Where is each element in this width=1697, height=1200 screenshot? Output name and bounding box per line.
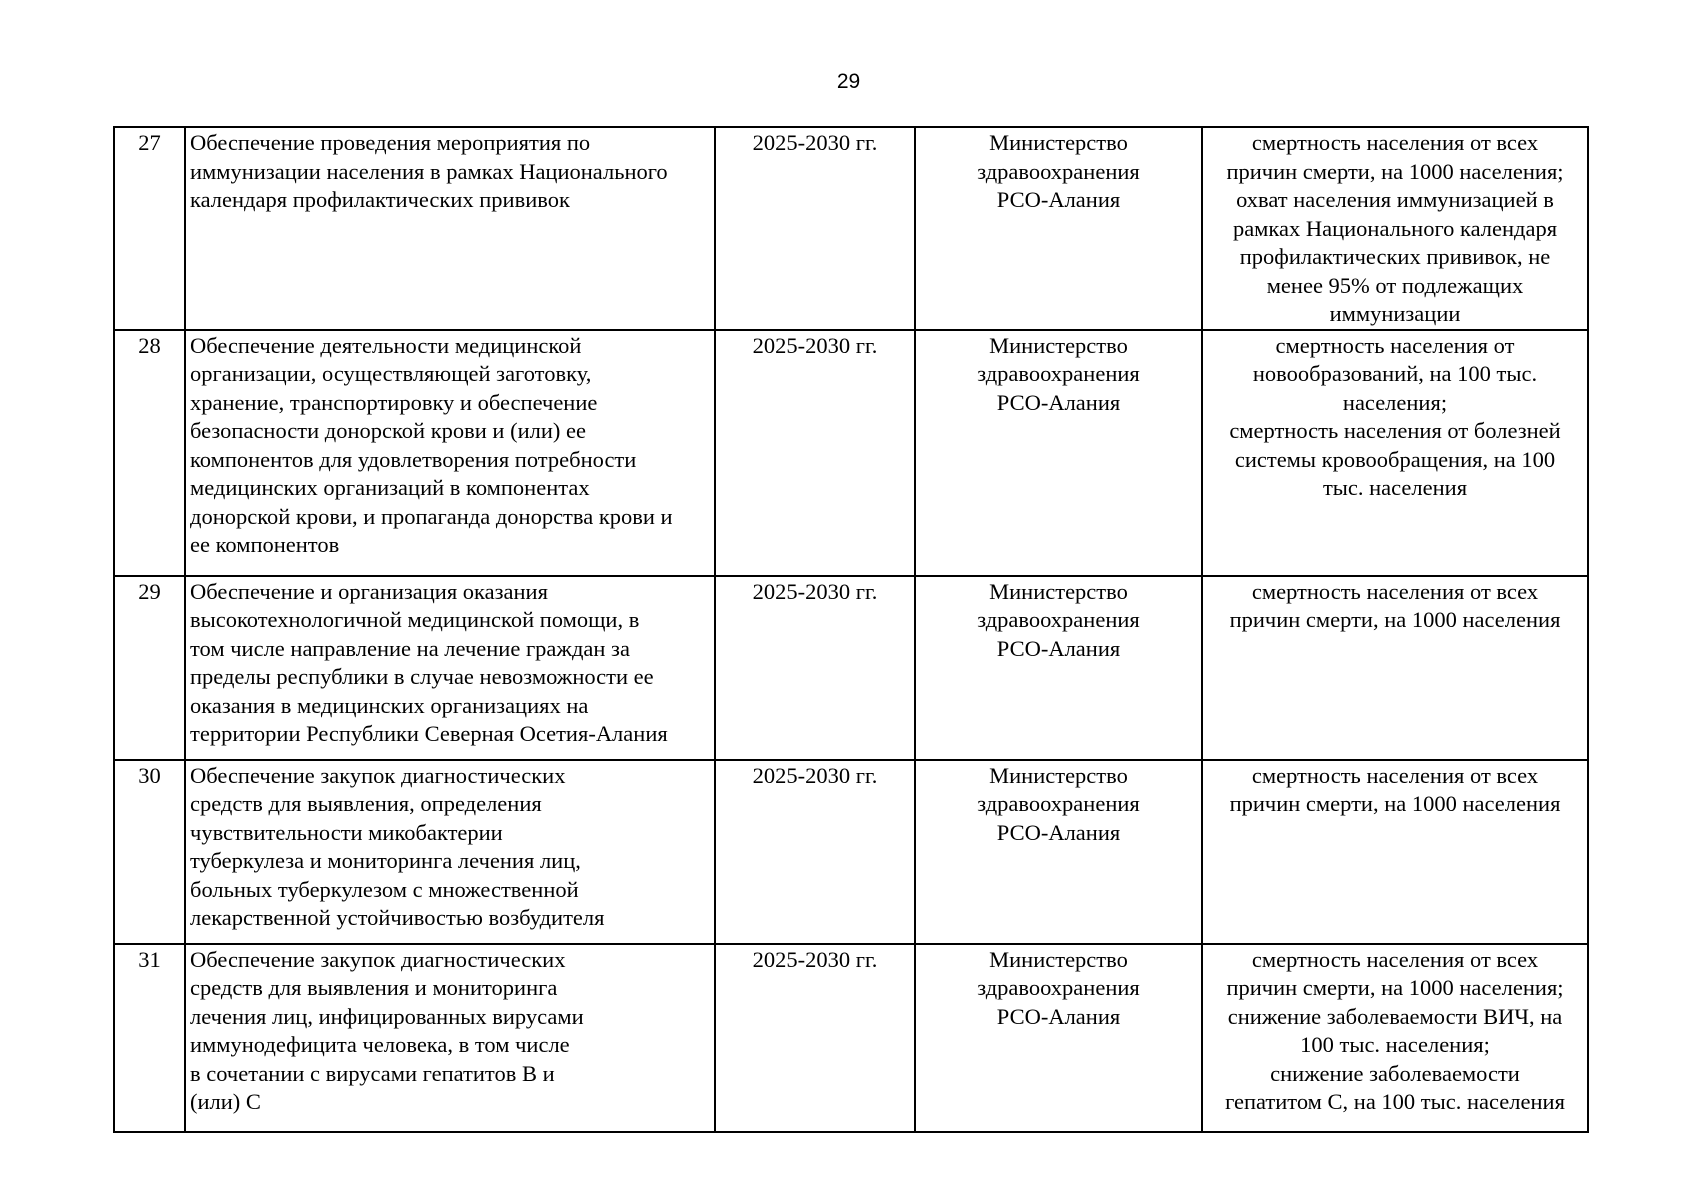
page-number: 29 (836, 70, 861, 93)
indicator-line: профилактических прививок, не (1239, 244, 1551, 269)
row-number: 27 (114, 127, 185, 330)
measure-name-line: Обеспечение закупок диагностических (190, 762, 566, 788)
measure-name-line: лечения лиц, инфицированных вирусами (190, 1003, 584, 1029)
responsible-line: здравоохранения (977, 158, 1140, 184)
responsible (915, 576, 1202, 760)
indicator-line: рамках Национального календаря (1232, 215, 1558, 241)
responsible-line: РСО-Алания (996, 187, 1121, 212)
responsible (915, 760, 1202, 944)
indicator-line: системы кровообращения, на 100 (1234, 446, 1556, 472)
table-row (114, 944, 1588, 1132)
responsible (915, 127, 1202, 330)
indicator-line: гепатитом C, на 100 тыс. населения (1225, 1089, 1565, 1114)
indicator-line: смертность населения от болезней (1229, 418, 1561, 443)
period: 2025-2030 гг. (715, 576, 915, 760)
indicator-line: смертность населения от всех (1251, 578, 1539, 604)
measure-name-line: территории Республики Северная Осетия-Алания (190, 721, 668, 746)
indicator-line: снижение заболеваемости ВИЧ, на (1227, 1003, 1563, 1029)
responsible-line: Министерство (989, 762, 1128, 788)
measure-name-line: пределы республики в случае невозможности ее (190, 664, 654, 689)
row-number: 31 (114, 944, 185, 1132)
measure-name-line: высокотехнологичной медицинской помощи, в (190, 607, 640, 632)
measure-name-line: туберкулеза и мониторинга лечения лиц, (190, 848, 581, 873)
period: 2025-2030 гг. (715, 944, 915, 1132)
responsible (915, 330, 1202, 576)
period: 2025-2030 гг. (715, 127, 915, 330)
measure-name (185, 944, 715, 1132)
responsible-line: РСО-Алания (996, 389, 1121, 415)
indicator-line: причин смерти, на 1000 населения (1229, 607, 1561, 632)
indicator-line: 100 тыс. населения; (1300, 1032, 1490, 1057)
indicator-line: тыс. населения (1322, 475, 1468, 500)
measure-name-line: больных туберкулезом с множественной (190, 876, 579, 902)
measure-name-line: в сочетании с вирусами гепатитов B и (190, 1060, 555, 1086)
indicator-line: охват населения иммунизацией в (1236, 187, 1554, 212)
indicator-line: снижение заболеваемости (1270, 1060, 1520, 1086)
measure-name (185, 576, 715, 760)
period: 2025-2030 гг. (715, 330, 915, 576)
indicators (1202, 576, 1588, 760)
responsible-line: здравоохранения (977, 791, 1140, 816)
indicator-line: смертность населения от всех (1251, 946, 1539, 972)
indicators (1202, 760, 1588, 944)
indicator-line: иммунизации (1329, 301, 1461, 326)
indicator-line: новообразований, на 100 тыс. (1252, 361, 1538, 386)
measure-name-line: иммунизации населения в рамках Национального (190, 158, 668, 184)
indicator-line: менее 95% от подлежащих (1266, 272, 1524, 298)
measure-name-line: Обеспечение деятельности медицинской (190, 332, 582, 358)
measure-name-line: средств для выявления, определения (190, 791, 542, 816)
measure-name-line: лекарственной устойчивостью возбудителя (190, 905, 605, 930)
responsible (915, 944, 1202, 1132)
responsible-line: здравоохранения (977, 975, 1140, 1000)
indicator-line: населения; (1342, 389, 1448, 415)
measure-name-line: том числе направление на лечение граждан за (190, 635, 630, 661)
row-number: 29 (114, 576, 185, 760)
measure-name-line: организации, осуществляющей заготовку, (190, 361, 592, 386)
indicators (1202, 944, 1588, 1132)
indicator-line: смертность населения от всех (1251, 762, 1539, 788)
measure-name-line: (или) C (190, 1089, 261, 1114)
indicator-line: смертность населения от всех (1251, 130, 1539, 155)
measure-name-line: донорской крови, и пропаганда донорства крови и (190, 503, 673, 529)
table-row (114, 330, 1588, 576)
indicators (1202, 330, 1588, 576)
measure-name-line: Обеспечение проведения мероприятия по (190, 130, 591, 155)
responsible-line: РСО-Алания (996, 1003, 1121, 1029)
table-row (114, 127, 1588, 330)
measure-name-line: иммунодефицита человека, в том числе (190, 1032, 570, 1057)
measure-name-line: хранение, транспортировку и обеспечение (190, 389, 598, 415)
measure-name-line: компонентов для удовлетворения потребности (190, 446, 637, 472)
measure-name-line: безопасности донорской крови и (или) ее (190, 418, 586, 443)
responsible-line: РСО-Алания (996, 819, 1121, 845)
responsible-line: Министерство (989, 332, 1128, 358)
responsible-line: здравоохранения (977, 361, 1140, 386)
measure-name-line: медицинских организаций в компонентах (190, 475, 590, 500)
measure-name-line: чувствительности микобактерии (190, 819, 503, 845)
responsible-line: здравоохранения (977, 607, 1140, 632)
measure-name-line: средств для выявления и мониторинга (190, 975, 558, 1000)
responsible-line: Министерство (989, 130, 1128, 155)
measure-name-line: ее компонентов (190, 532, 340, 557)
row-number: 28 (114, 330, 185, 576)
indicator-line: причин смерти, на 1000 населения; (1226, 975, 1564, 1000)
measure-name-line: календаря профилактических прививок (190, 187, 570, 212)
measure-name-line: Обеспечение закупок диагностических (190, 946, 566, 972)
table-row (114, 576, 1588, 760)
measure-name-line: Обеспечение и организация оказания (190, 578, 548, 604)
measures-table (113, 126, 1589, 1133)
period: 2025-2030 гг. (715, 760, 915, 944)
indicators (1202, 127, 1588, 330)
responsible-line: Министерство (989, 578, 1128, 604)
responsible-line: Министерство (989, 946, 1128, 972)
row-number: 30 (114, 760, 185, 944)
measure-name-line: оказания в медицинских организациях на (190, 692, 589, 718)
indicator-line: причин смерти, на 1000 населения; (1226, 158, 1564, 184)
measure-name (185, 330, 715, 576)
measure-name (185, 760, 715, 944)
measure-name (185, 127, 715, 330)
responsible-line: РСО-Алания (996, 635, 1121, 661)
indicator-line: причин смерти, на 1000 населения (1229, 791, 1561, 816)
table-row (114, 760, 1588, 944)
indicator-line: смертность населения от (1275, 332, 1515, 358)
